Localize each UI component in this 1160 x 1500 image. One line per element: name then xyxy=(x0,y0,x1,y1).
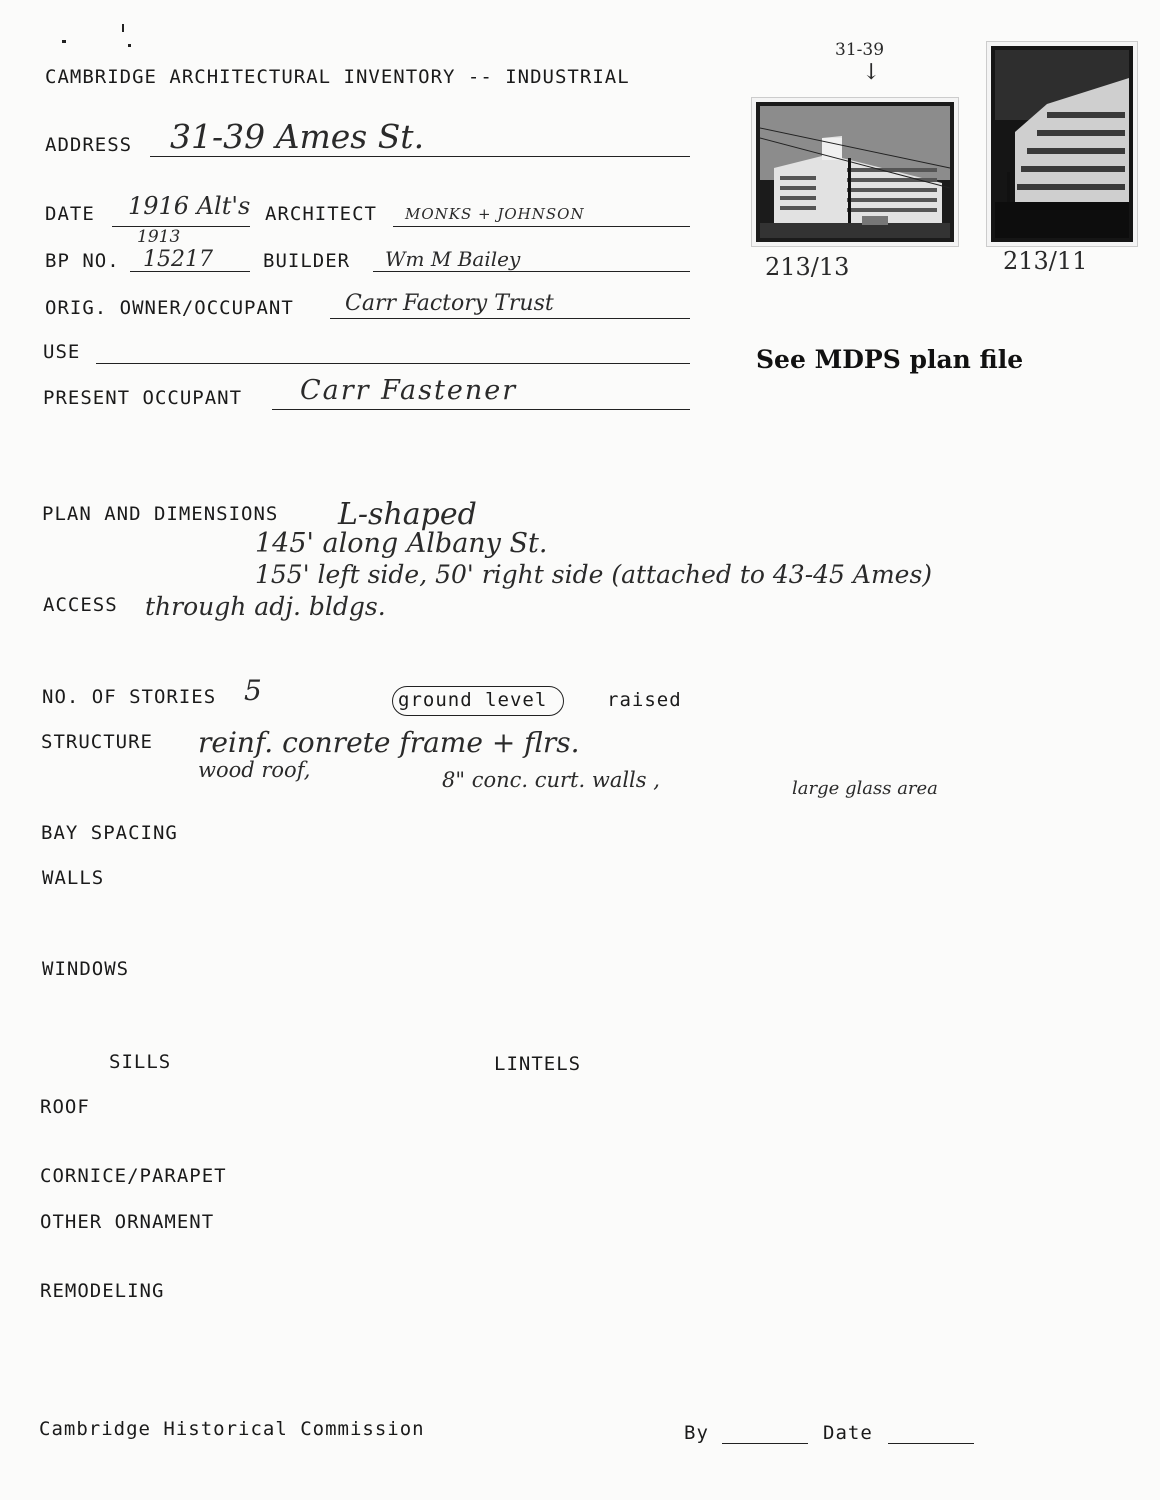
use-line xyxy=(96,363,690,364)
form-title: CAMBRIDGE ARCHITECTURAL INVENTORY -- INDUSTRIAL xyxy=(45,66,630,88)
footer-by-line xyxy=(722,1443,808,1444)
plan-file-note: See MDPS plan file xyxy=(756,345,1024,374)
building-photo-1 xyxy=(752,98,958,246)
other-ornament-label: OTHER ORNAMENT xyxy=(40,1211,215,1233)
bay-spacing-label: BAY SPACING xyxy=(41,822,178,844)
lintels-label: LINTELS xyxy=(494,1053,582,1075)
scan-mark xyxy=(128,44,131,47)
orig-owner-label: ORIG. OWNER/OCCUPANT xyxy=(45,297,294,319)
date-value: 1916 Alt's xyxy=(128,192,251,220)
plan-dimensions-label: PLAN AND DIMENSIONS xyxy=(42,503,279,525)
orig-owner-line xyxy=(330,318,690,319)
address-value: 31-39 Ames St. xyxy=(170,117,425,156)
structure-label: STRUCTURE xyxy=(41,731,153,753)
footer-by-label: By xyxy=(684,1422,709,1444)
plan-line-2: 145' along Albany St. xyxy=(255,528,548,559)
structure-curtain-walls: 8" conc. curt. walls , xyxy=(442,768,660,792)
scan-mark xyxy=(62,40,66,43)
orig-owner-value: Carr Factory Trust xyxy=(345,291,554,316)
footer-date-label: Date xyxy=(823,1422,873,1444)
walls-label: WALLS xyxy=(42,867,105,889)
access-label: ACCESS xyxy=(43,594,118,616)
photo1-top-label: 31-39 xyxy=(835,40,885,60)
remodeling-label: REMODELING xyxy=(40,1280,165,1302)
bp-no-label: BP NO. xyxy=(45,250,120,272)
scan-mark xyxy=(122,24,124,32)
raised-option: raised xyxy=(607,689,682,711)
architect-line xyxy=(393,226,690,227)
bp-year-value: 1913 xyxy=(137,227,181,247)
date-label: DATE xyxy=(45,203,95,225)
date-line xyxy=(112,226,250,227)
architect-value: MONKS + JOHNSON xyxy=(405,205,585,223)
present-occupant-value: Carr Fastener xyxy=(300,375,518,406)
address-line xyxy=(150,156,690,157)
sills-label: SILLS xyxy=(109,1051,172,1073)
use-label: USE xyxy=(43,341,81,363)
roof-label: ROOF xyxy=(40,1096,90,1118)
photo1-arrow: ↓ xyxy=(862,60,881,85)
architect-label: ARCHITECT xyxy=(265,203,377,225)
structure-wood-roof: wood roof, xyxy=(198,758,311,782)
footer-date-line xyxy=(888,1443,974,1444)
photo2-caption: 213/11 xyxy=(1003,247,1088,275)
photo1-caption: 213/13 xyxy=(765,253,850,281)
bp-no-line xyxy=(130,271,250,272)
present-occupant-line xyxy=(272,409,690,410)
builder-value: Wm M Bailey xyxy=(385,247,521,271)
stories-value: 5 xyxy=(244,674,262,707)
builder-label: BUILDER xyxy=(263,250,351,272)
windows-label: WINDOWS xyxy=(42,958,130,980)
building-photo-2 xyxy=(987,42,1137,246)
structure-line-1: reinf. conrete frame + flrs. xyxy=(198,726,580,759)
address-label: ADDRESS xyxy=(45,134,133,156)
stories-label: NO. OF STORIES xyxy=(42,686,217,708)
builder-line xyxy=(373,271,690,272)
bp-no-value: 15217 xyxy=(143,247,213,272)
structure-glass-area: large glass area xyxy=(792,778,938,799)
present-occupant-label: PRESENT OCCUPANT xyxy=(43,387,243,409)
ground-level-option: ground level xyxy=(398,689,548,711)
access-value: through adj. bldgs. xyxy=(145,592,386,621)
commission-name: Cambridge Historical Commission xyxy=(39,1418,425,1440)
plan-line-3: 155' left side, 50' right side (attached to 43-45 Ames) xyxy=(255,560,933,589)
plan-line-1: L-shaped xyxy=(338,497,477,532)
cornice-parapet-label: CORNICE/PARAPET xyxy=(40,1165,227,1187)
